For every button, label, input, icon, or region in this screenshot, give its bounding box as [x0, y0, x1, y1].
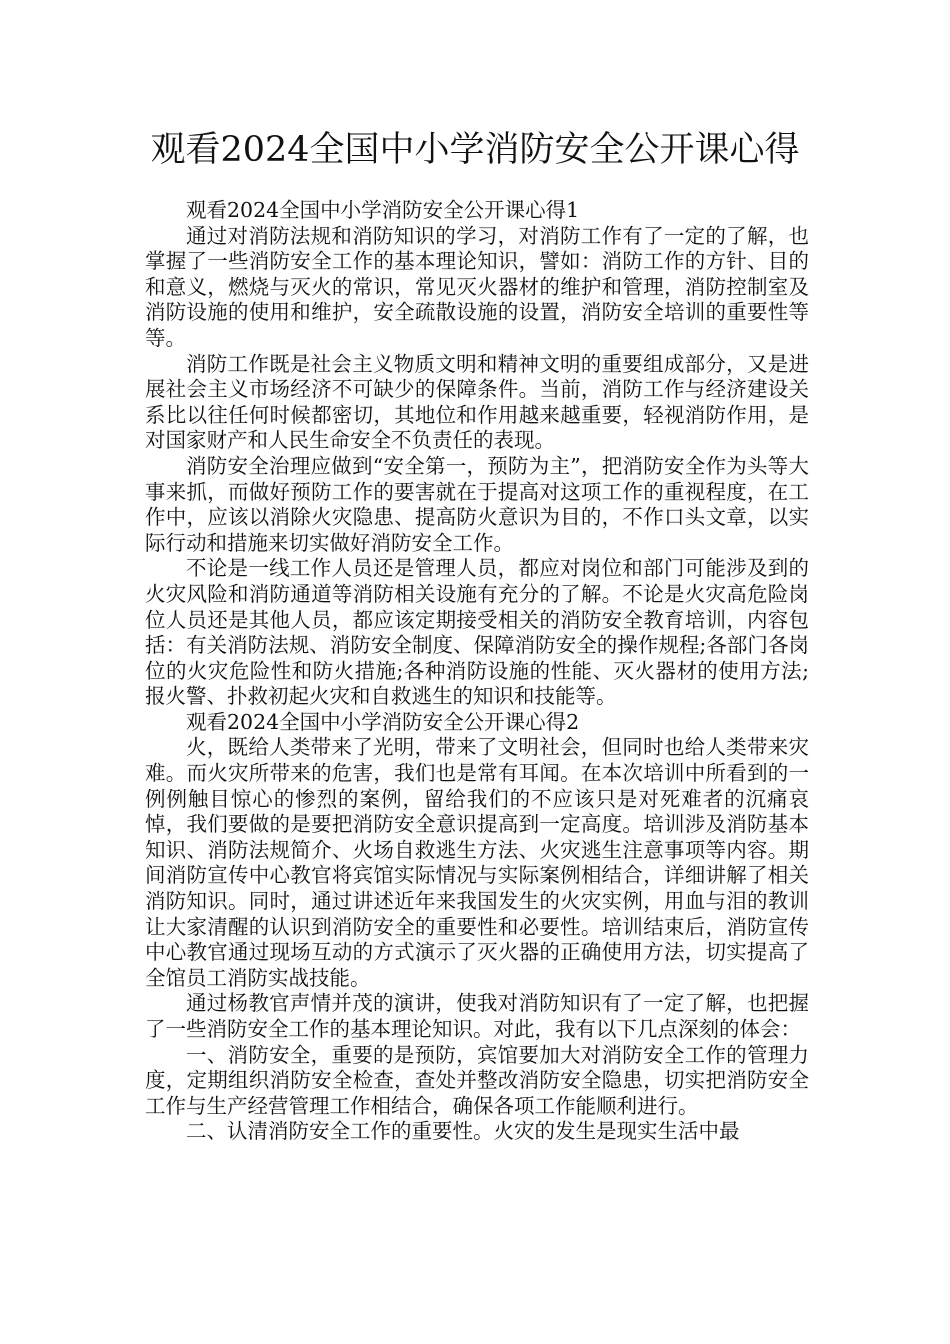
- paragraph: 不论是一线工作人员还是管理人员，都应对岗位和部门可能涉及到的火灾风险和消防通道等消防相关设施有充分的了解。不论是火灾高危险岗位人员还是其他人员，都应该定期接受相关的消防安全教育培训，内容包括：有关消防法规、消防安全制度、保障消防安全的操作规程;各部门各岗位的火灾危险性和防火措施;各种消防设施的性能、灭火器材的使用方法;报火警、扑救初起火灾和自救逃生的知识和技能等。: [145, 556, 809, 709]
- document-body: [145, 198, 809, 1145]
- paragraph: 消防安全治理应做到“安全第一，预防为主”，把消防安全作为头等大事来抓，而做好预防工作的要害就在于提高对这项工作的重视程度，在工作中，应该以消除火灾隐患、提高防火意识为目的，不作口头文章，以实际行动和措施来切实做好消防安全工作。: [145, 453, 809, 555]
- section-heading-1: 观看2024全国中小学消防安全公开课心得1: [186, 198, 580, 222]
- paragraph: 二、认清消防安全工作的重要性。火灾的发生是现实生活中最: [186, 1119, 740, 1144]
- section-heading-2: 观看2024全国中小学消防安全公开课心得2: [186, 709, 580, 734]
- paragraph: 一、消防安全，重要的是预防，宾馆要加大对消防安全工作的管理力度，定期组织消防安全检查，查处并整改消防安全隐患，切实把消防安全工作与生产经营管理工作相结合，确保各项工作能顺利进行。: [145, 1042, 809, 1118]
- paragraph: 通过杨教官声情并茂的演讲，使我对消防知识有了一定了解，也把握了一些消防安全工作的基本理论知识。对此，我有以下几点深刻的体会：: [145, 991, 809, 1041]
- paragraph: 消防工作既是社会主义物质文明和精神文明的重要组成部分，又是进展社会主义市场经济不可缺少的保障条件。当前，消防工作与经济建设关系比以往任何时候都密切，其地位和作用越来越重要，轻视消防作用，是对国家财产和人民生命安全不负责任的表现。: [145, 351, 809, 453]
- paragraph: 火，既给人类带来了光明，带来了文明社会，但同时也给人类带来灾难。而火灾所带来的危害，我们也是常有耳闻。在本次培训中所看到的一例例触目惊心的惨烈的案例，留给我们的不应该只是对死难者的沉痛哀悼，我们要做的是要把消防安全意识提高到一定高度。培训涉及消防基本知识、消防法规简介、火场自救逃生方法、火灾逃生注意事项等内容。期间消防宣传中心教官将宾馆实际情况与实际案例相结合，详细讲解了相关消防知识。同时，通过讲述近年来我国发生的火灾实例，用血与泪的教训让大家清醒的认识到消防安全的重要性和必要性。培训结束后，消防宣传中心教官通过现场互动的方式演示了灭火器的正确使用方法，切实提高了全馆员工消防实战技能。: [145, 735, 809, 990]
- paragraph: 通过对消防法规和消防知识的学习，对消防工作有了一定的了解，也掌握了一些消防安全工作的基本理论知识，譬如：消防工作的方针、目的和意义，燃烧与灭火的常识，常见灭火器材的维护和管理，消防控制室及消防设施的使用和维护，安全疏散设施的设置，消防安全培训的重要性等等。: [145, 223, 809, 350]
- document-title: 观看2024全国中小学消防安全公开课心得: [150, 130, 800, 170]
